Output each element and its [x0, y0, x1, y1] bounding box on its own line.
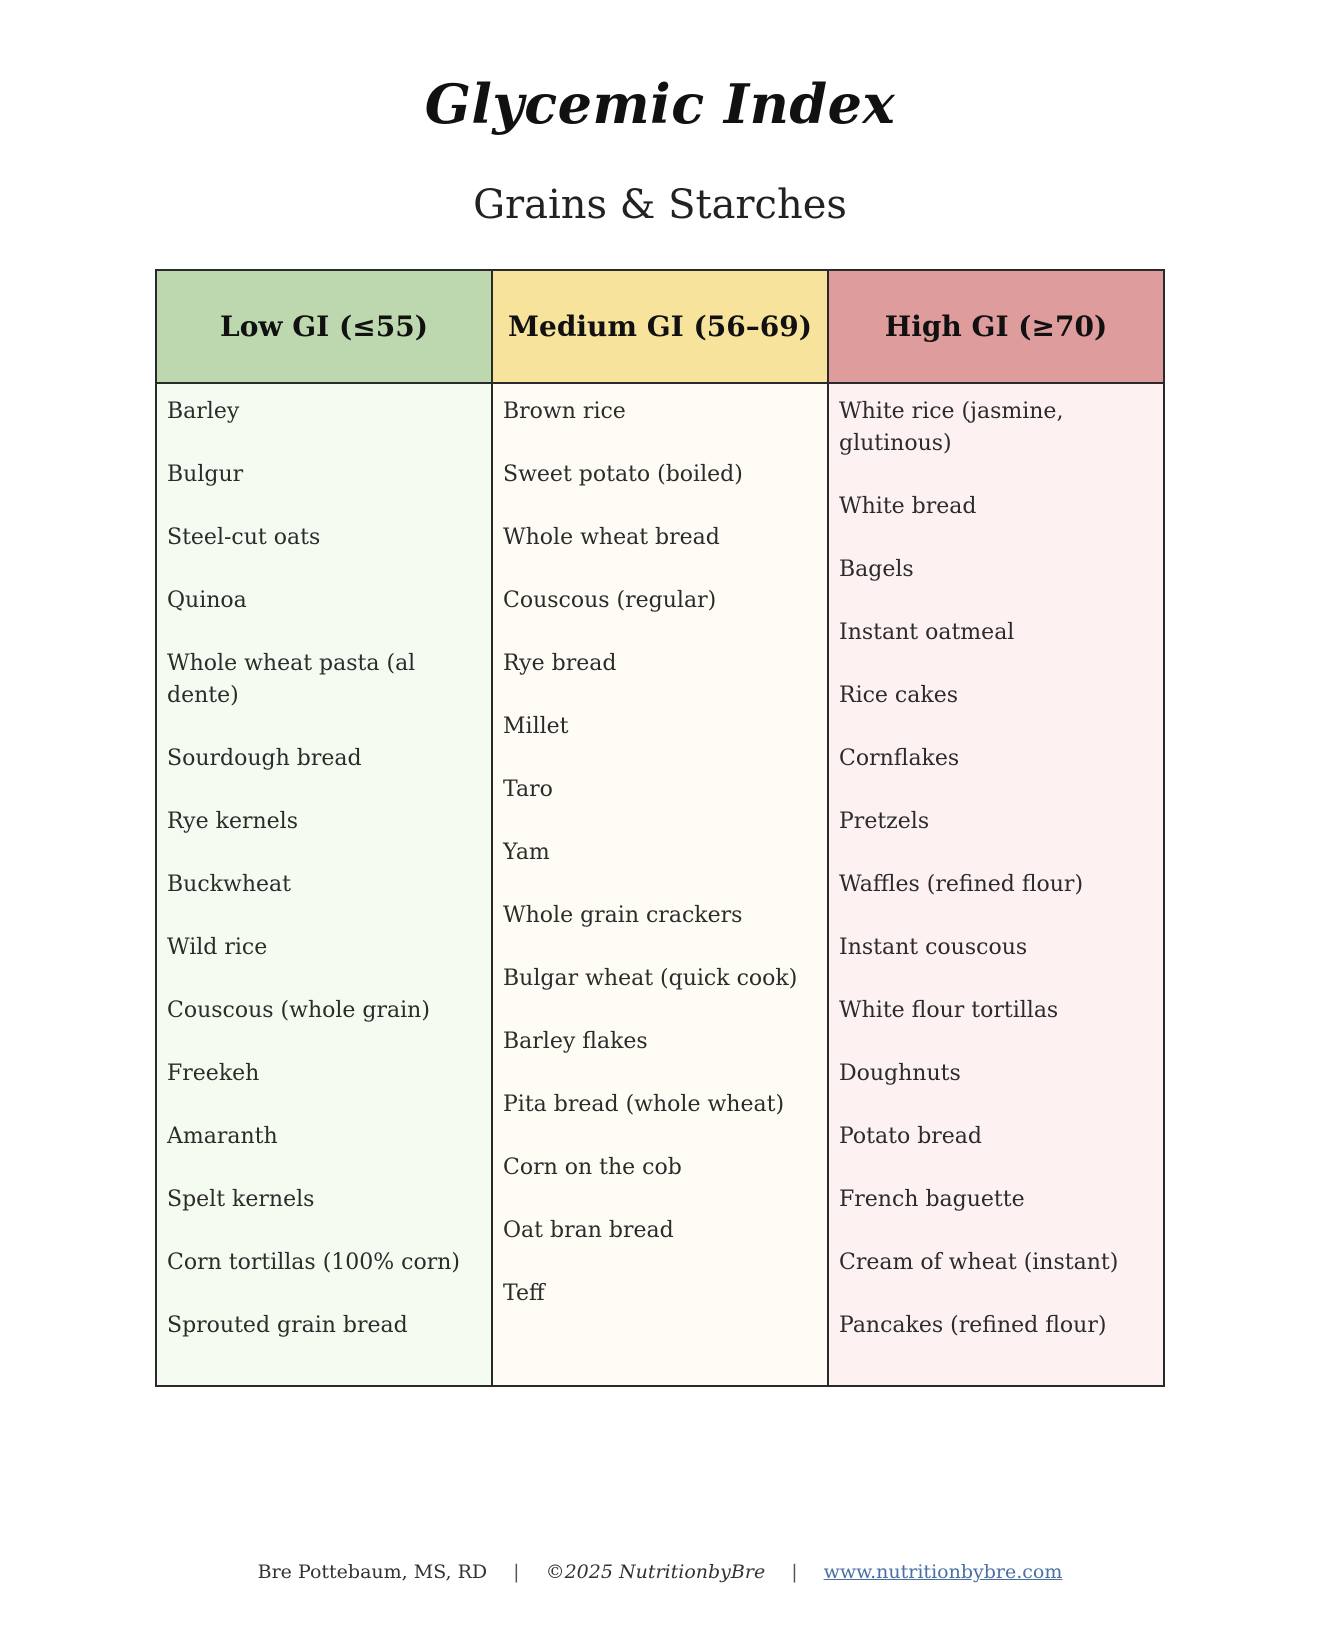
food-item: Teff [503, 1281, 545, 1306]
footer-copyright: ©2025 NutritionbyBre [545, 1561, 766, 1583]
food-item: Cream of wheat (instant) [839, 1250, 1119, 1275]
food-item: Oat bran bread [503, 1218, 674, 1243]
food-item: Amaranth [167, 1124, 278, 1149]
medium-gi-header: Medium GI (56–69) [493, 271, 827, 384]
food-item: Waffles (refined flour) [839, 872, 1084, 897]
footer-separator: | [513, 1561, 520, 1583]
food-item: Bagels [839, 557, 914, 582]
food-item: White bread [839, 494, 977, 519]
food-item: White flour tortillas [839, 998, 1059, 1023]
food-item: Sweet potato (boiled) [503, 462, 743, 487]
low-gi-column [157, 271, 491, 1385]
food-item: Rye kernels [167, 809, 299, 834]
food-item: Whole grain crackers [503, 903, 743, 928]
page-title: Glycemic Index [424, 72, 896, 136]
low-gi-list [157, 384, 491, 1385]
page-subtitle: Grains & Starches [473, 182, 847, 228]
food-item: Sprouted grain bread [167, 1313, 408, 1338]
food-item: Quinoa [167, 588, 247, 613]
food-item: French baguette [839, 1187, 1025, 1212]
food-item: Wild rice [167, 935, 268, 960]
food-item: White rice (jasmine, glutinous) [839, 399, 1064, 456]
footer [0, 1561, 1320, 1583]
food-item: Barley [167, 399, 240, 424]
food-item: Whole wheat pasta (al dente) [167, 651, 416, 708]
low-gi-header: Low GI (≤55) [157, 271, 491, 384]
food-item: Millet [503, 714, 569, 739]
food-item: Bulgar wheat (quick cook) [503, 966, 798, 991]
food-item: Pita bread (whole wheat) [503, 1092, 785, 1117]
food-item: Whole wheat bread [503, 525, 720, 550]
food-item: Couscous (whole grain) [167, 998, 430, 1023]
food-item: Corn on the cob [503, 1155, 682, 1180]
food-item: Instant couscous [839, 935, 1028, 960]
footer-author: Bre Pottebaum, MS, RD [257, 1561, 488, 1583]
medium-gi-list [493, 384, 827, 1385]
high-gi-column [827, 271, 1163, 1385]
food-item: Corn tortillas (100% corn) [167, 1250, 461, 1275]
food-item: Instant oatmeal [839, 620, 1015, 645]
food-item: Bulgur [167, 462, 244, 487]
food-item: Brown rice [503, 399, 626, 424]
food-item: Barley flakes [503, 1029, 648, 1054]
website-link[interactable]: www.nutritionbybre.com [823, 1561, 1063, 1583]
food-item: Sourdough bread [167, 746, 362, 771]
high-gi-header: High GI (≥70) [829, 271, 1163, 384]
food-item: Potato bread [839, 1124, 983, 1149]
food-item: Pretzels [839, 809, 930, 834]
medium-gi-column [491, 271, 827, 1385]
food-item: Spelt kernels [167, 1187, 315, 1212]
footer-separator: | [791, 1561, 798, 1583]
gi-table [155, 269, 1165, 1387]
food-item: Rice cakes [839, 683, 959, 708]
food-item: Taro [503, 777, 553, 802]
food-item: Cornflakes [839, 746, 960, 771]
food-item: Doughnuts [839, 1061, 961, 1086]
food-item: Couscous (regular) [503, 588, 717, 613]
food-item: Freekeh [167, 1061, 260, 1086]
high-gi-list [829, 384, 1163, 1385]
food-item: Yam [503, 840, 550, 865]
food-item: Rye bread [503, 651, 617, 676]
food-item: Steel-cut oats [167, 525, 321, 550]
food-item: Buckwheat [167, 872, 291, 897]
food-item: Pancakes (refined flour) [839, 1313, 1107, 1338]
